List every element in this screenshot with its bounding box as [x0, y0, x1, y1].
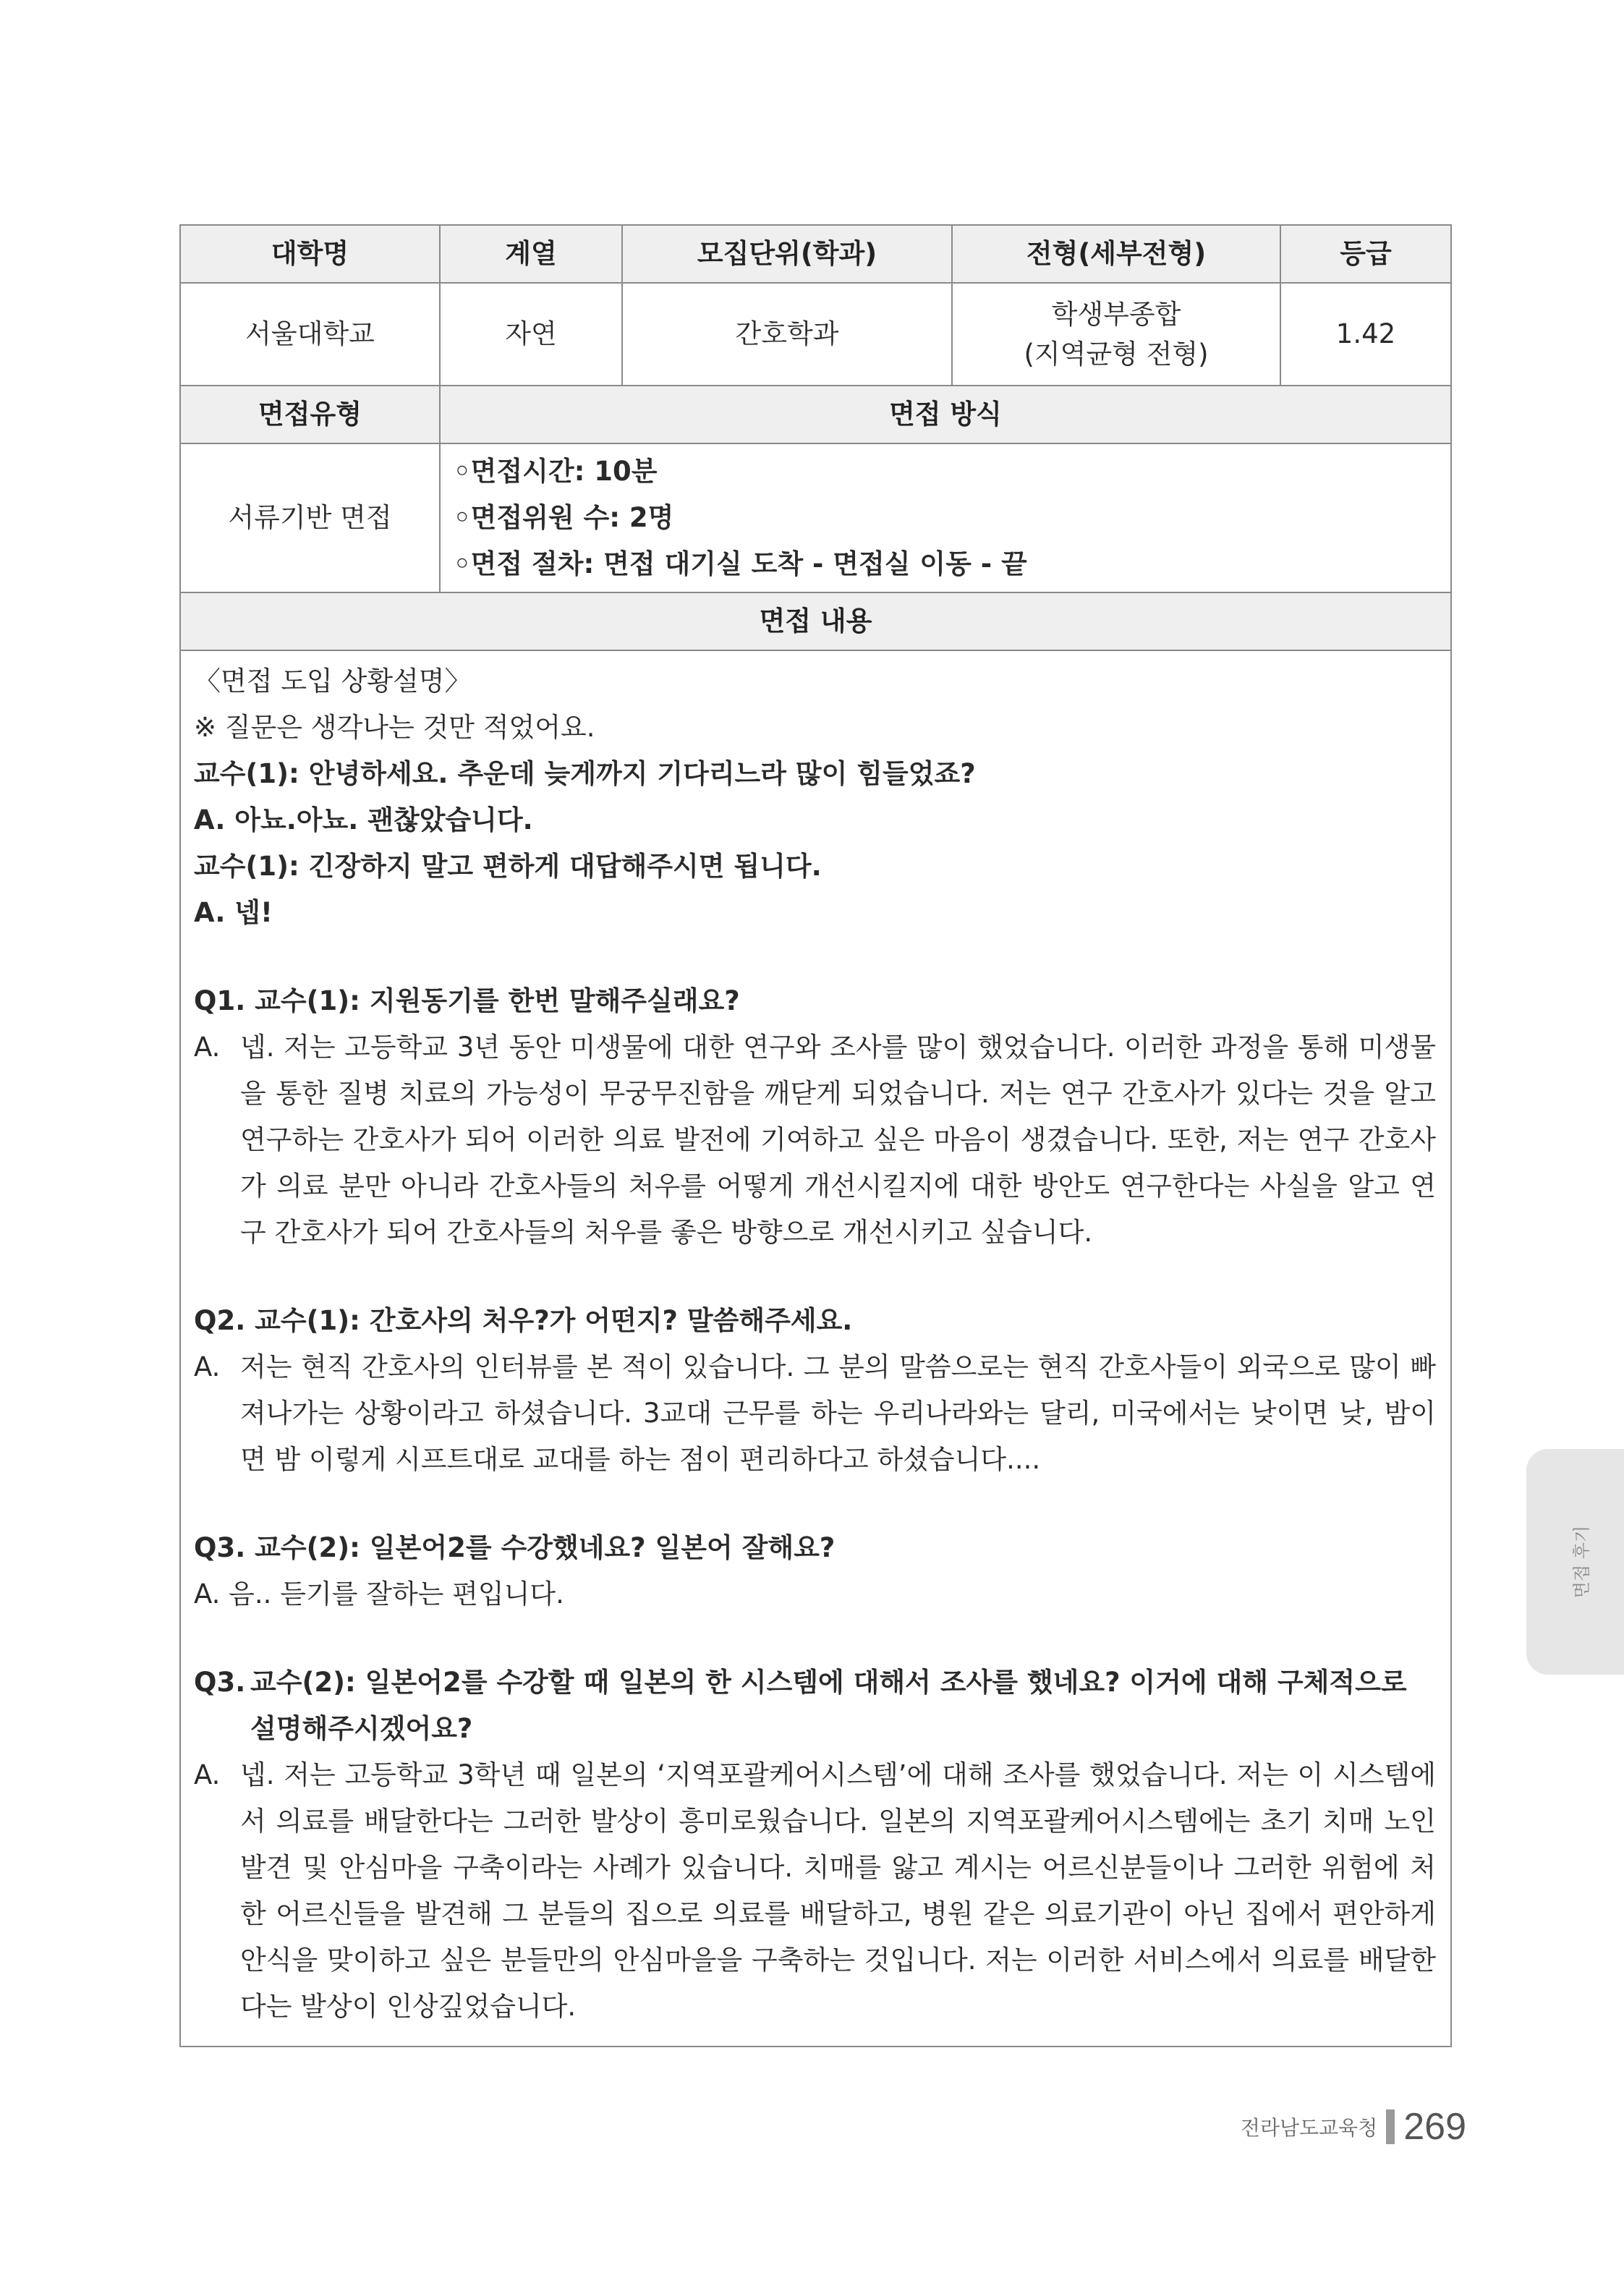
- interview-content: [180, 650, 1451, 2047]
- header-interview-method: 면접 방식: [440, 386, 1451, 443]
- header-university: 대학명: [180, 225, 440, 283]
- method-item-procedure: ◦면접 절차: 면접 대기실 도착 - 면접실 이동 - 끝: [454, 548, 1027, 579]
- method-item-panel: ◦면접위원 수: 2명: [454, 502, 674, 533]
- header-grade: 등급: [1280, 225, 1451, 283]
- interview-row: [180, 443, 1451, 592]
- intro-line-4: A. 넵!: [194, 897, 273, 928]
- method-item-time: ◦면접시간: 10분: [454, 456, 658, 487]
- header-track: 계열: [440, 225, 622, 283]
- header-interview-type: 면접유형: [180, 386, 440, 443]
- content-header-row: [180, 592, 1451, 650]
- side-tab-label: 면접 후기: [1571, 1525, 1592, 1599]
- q3b-question-label: Q3.: [194, 1667, 246, 1698]
- q2-question: Q2. 교수(1): 간호사의 처우?가 어떤지? 말씀해주세요.: [194, 1305, 853, 1336]
- q3b-question: [194, 1659, 1436, 1752]
- q3b-answer: [194, 1752, 1436, 2030]
- intro-title: 〈면접 도입 상황설명〉: [194, 666, 472, 697]
- header-content: 면접 내용: [180, 592, 1451, 650]
- q3a-answer: A. 음.. 듣기를 잘하는 편입니다.: [194, 1578, 564, 1610]
- q2-answer-text: 저는 현직 간호사의 인터뷰를 본 적이 있습니다. 그 분의 말씀으로는 현직 간호사들이 외국으로 많이 빠져나가는 상황이라고 하셨습니다. 3교대 근무를 하는 우리나라와는 달리, 미국에서는 낮이면 낮, 밤이면 밤 이렇게 시프트대로 교대를 하는 점이 편리하다고 하셨습니다....: [240, 1351, 1436, 1475]
- cell-interview-type: 서류기반 면접: [180, 443, 440, 592]
- value-row: [180, 283, 1451, 386]
- cell-grade: 1.42: [1280, 283, 1451, 386]
- cell-interview-method: [440, 443, 1451, 592]
- interview-info-table: [179, 224, 1452, 2047]
- q3b-answer-label: A.: [194, 1759, 221, 1790]
- footer-org: 전라남도교육청: [1240, 2116, 1378, 2140]
- page-number: 269: [1403, 2106, 1466, 2148]
- q3a-question: Q3. 교수(2): 일본어2를 수강했네요? 일본어 잘해요?: [194, 1532, 836, 1563]
- q2-answer-label: A.: [194, 1351, 221, 1382]
- q1-question: Q1. 교수(1): 지원동기를 한번 말해주실래요?: [194, 985, 740, 1016]
- cell-admission: [952, 283, 1280, 386]
- header-admission: 전형(세부전형): [952, 225, 1280, 283]
- q3b-question-text: 교수(2): 일본어2를 수강할 때 일본의 한 시스템에 대해서 조사를 했네요? 이거에 대해 구체적으로 설명해주시겠어요?: [250, 1667, 1407, 1744]
- interview-header-row: [180, 386, 1451, 443]
- cell-department: 간호학과: [622, 283, 952, 386]
- admission-line-2: (지역균형 전형): [1024, 339, 1209, 370]
- admission-line-1: 학생부종합: [1051, 298, 1181, 330]
- side-tab: [1526, 1449, 1624, 1675]
- q1-answer-text: 넵. 저는 고등학교 3년 동안 미생물에 대한 연구와 조사를 많이 했었습니다. 이러한 과정을 통해 미생물을 통한 질병 치료의 가능성이 무궁무진함을 깨닫게 되었습니다. 저는 연구 간호사가 있다는 것을 알고 연구하는 간호사가 되어 이러한 의료 발전에 기여하고 싶은 마음이 생겼습니다. 또한, 저는 연구 간호사가 의료 분만 아니라 간호사들의 처우를 어떻게 개선시킬지에 대한 방안도 연구한다는 사실을 알고 연구 간호사가 되어 간호사들의 처우를 좋은 방향으로 개선시키고 싶습니다.: [240, 1032, 1436, 1248]
- page-footer: [1241, 2101, 1466, 2152]
- cell-track: 자연: [440, 283, 622, 386]
- header-row: [180, 225, 1451, 283]
- q2-answer: [194, 1344, 1436, 1483]
- intro-line-2: A. 아뇨.아뇨. 괜찮았습니다.: [194, 804, 533, 836]
- q3b-answer-text: 넵. 저는 고등학교 3학년 때 일본의 ‘지역포괄케어시스템’에 대해 조사를 했었습니다. 저는 이 시스템에서 의료를 배달한다는 그러한 발상이 흥미로웠습니다. 일본의 지역포괄케어시스템에는 초기 치매 노인 발견 및 안심마을 구축이라는 사례가 있습니다. 치매를 앓고 계시는 어르신분들이나 그러한 위험에 처한 어르신들을 발견해 그 분들의 집으로 의료를 배달하고, 병원 같은 의료기관이 아닌 집에서 편안하게 안식을 맞이하고 싶은 분들만의 안심마을을 구축하는 것입니다. 저는 이러한 서비스에서 의료를 배달한다는 발상이 인상깊었습니다.: [240, 1759, 1436, 2022]
- q1-answer: [194, 1024, 1436, 1256]
- footer-divider: [1386, 2109, 1395, 2144]
- content-row: [180, 650, 1451, 2047]
- q1-answer-label: A.: [194, 1032, 221, 1063]
- cell-university: 서울대학교: [180, 283, 440, 386]
- note-text: ※ 질문은 생각나는 것만 적었어요.: [194, 712, 595, 743]
- intro-line-1: 교수(1): 안녕하세요. 추운데 늦게까지 기다리느라 많이 힘들었죠?: [194, 758, 976, 789]
- header-department: 모집단위(학과): [622, 225, 952, 283]
- intro-line-3: 교수(1): 긴장하지 말고 편하게 대답해주시면 됩니다.: [194, 851, 822, 882]
